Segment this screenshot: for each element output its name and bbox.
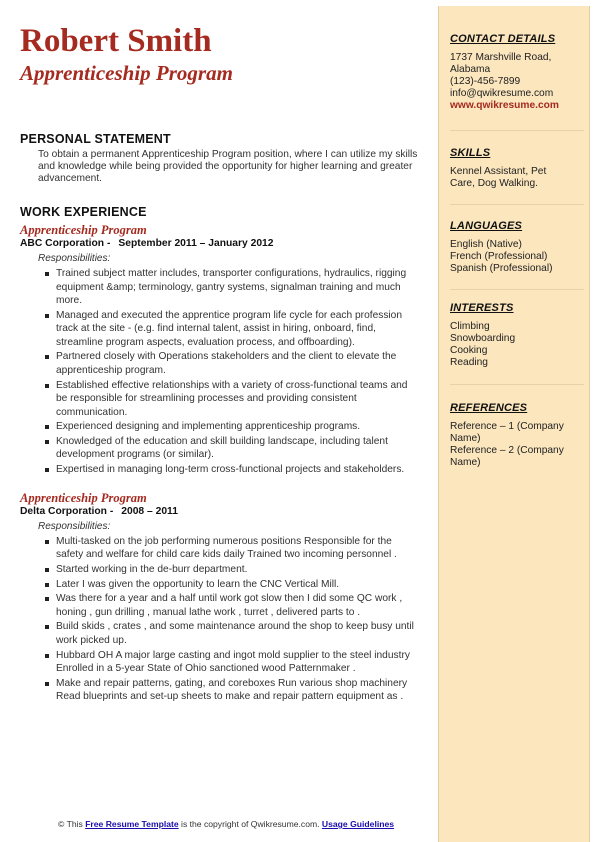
- interest-item: Snowboarding: [450, 333, 516, 344]
- interests-section: [450, 302, 584, 369]
- list-item: Knowledged of the education and skill building landscape, including talent development programs (or similar).: [56, 435, 420, 462]
- candidate-role: Apprenticeship Program: [20, 61, 233, 85]
- contact-section: [450, 33, 584, 112]
- personal-statement-text: To obtain a permanent Apprenticeship Program position, where I can utilize my skills and knowledge while being provided the opportunity for higher learning and greater advancement.: [38, 149, 418, 185]
- job-company-line: [20, 237, 420, 250]
- skills-section: [450, 147, 584, 190]
- reference-line: Name): [450, 457, 481, 468]
- references-section: [450, 402, 584, 469]
- contact-email: info@qwikresume.com: [450, 88, 554, 99]
- job-entry: [20, 491, 420, 704]
- interest-item: Reading: [450, 357, 488, 368]
- list-item: Started working in the de-burr department.: [56, 563, 420, 577]
- languages-section: [450, 220, 584, 275]
- job-title: Apprenticeship Program: [20, 490, 147, 505]
- contact-address-line: 1737 Marshville Road,: [450, 52, 552, 63]
- job-entry: [20, 223, 420, 477]
- footer-middle: is the copyright of Qwikresume.com.: [178, 819, 322, 829]
- skills-heading: SKILLS: [450, 147, 491, 159]
- list-item: Was there for a year and a half until work got slow then I did some QC work , honing , gun drilling , manual lathe work , turret , delivered parts to .: [56, 592, 420, 619]
- skills-line: Care, Dog Walking.: [450, 178, 538, 189]
- usage-guidelines-link[interactable]: Usage Guidelines: [321, 819, 395, 829]
- personal-statement-section: [20, 132, 420, 186]
- references-heading: REFERENCES: [450, 402, 528, 414]
- responsibilities-list: [20, 535, 420, 704]
- job-company-line: [20, 505, 420, 518]
- job-dates: September 2011 – January 2012: [118, 238, 274, 249]
- job-dates: 2008 – 2011: [121, 505, 178, 517]
- list-item: Experienced designing and implementing apprenticeship programs.: [56, 420, 420, 434]
- sidebar: [438, 6, 590, 842]
- list-item: Established effective relationships with a variety of cross-functional teams and be responsible for streamlining processes and providing consistent communication.: [56, 379, 420, 420]
- reference-line: Reference – 2 (Company: [450, 445, 564, 456]
- contact-address-line: Alabama: [450, 64, 491, 75]
- personal-statement-heading: PERSONAL STATEMENT: [20, 132, 171, 146]
- reference-line: Reference – 1 (Company: [450, 421, 564, 432]
- list-item: Trained subject matter includes, transporter configurations, hydraulics, rigging equipment &amp; terminology, gantry systems, signalman training and much more.: [56, 267, 420, 308]
- list-item: Managed and executed the apprentice program life cycle for each profession track at the site - (e.g. find internal talent, assist in hiring, onboard, find, streamline program aspects, evaluation process, and offboarding).: [56, 309, 420, 350]
- main-column: [20, 22, 420, 703]
- interests-heading: INTERESTS: [450, 302, 514, 314]
- list-item: Build skids , crates , and some maintenance around the shop to keep busy until work picked up.: [56, 620, 420, 647]
- language-item: Spanish (Professional): [450, 263, 553, 274]
- list-item: Partnered closely with Operations stakeholders and the client to elevate the apprenticeship program.: [56, 350, 420, 377]
- list-item: Make and repair patterns, gating, and coreboxes Run various shop machinery Read blueprints and set-up sheets to make and repair pattern equipment as .: [56, 677, 420, 704]
- job-company: Delta Corporation -: [20, 505, 114, 517]
- contact-website-link[interactable]: www.qwikresume.com: [450, 100, 559, 111]
- languages-heading: LANGUAGES: [450, 220, 523, 232]
- list-item: Expertised in managing long-term cross-functional projects and stakeholders.: [56, 463, 420, 477]
- responsibilities-label: Responsibilities:: [38, 253, 111, 264]
- reference-line: Name): [450, 433, 481, 444]
- list-item: Later I was given the opportunity to learn the CNC Vertical Mill.: [56, 578, 420, 592]
- responsibilities-label: Responsibilities:: [38, 520, 111, 532]
- sidebar-divider: [450, 384, 584, 385]
- language-item: French (Professional): [450, 251, 548, 262]
- job-title: Apprenticeship Program: [20, 223, 147, 237]
- copyright-footer: [58, 819, 394, 829]
- sidebar-divider: [450, 130, 584, 131]
- work-experience-section: [20, 205, 420, 705]
- free-resume-template-link[interactable]: Free Resume Template: [85, 819, 179, 829]
- language-item: English (Native): [450, 239, 522, 250]
- candidate-name: Robert Smith: [20, 23, 212, 59]
- interest-item: Cooking: [450, 345, 488, 356]
- list-item: Hubbard OH A major large casting and ingot mold supplier to the steel industry Enrolled in a 5-year State of Ohio sanctioned wood Patternmaker .: [56, 649, 420, 676]
- skills-line: Kennel Assistant, Pet: [450, 166, 547, 177]
- work-experience-heading: WORK EXPERIENCE: [20, 205, 147, 219]
- responsibilities-list: [20, 267, 420, 477]
- contact-heading: CONTACT DETAILS: [450, 33, 556, 45]
- contact-phone: (123)-456-7899: [450, 76, 521, 87]
- job-company: ABC Corporation -: [20, 238, 111, 249]
- sidebar-divider: [450, 204, 584, 205]
- interest-item: Climbing: [450, 321, 490, 332]
- sidebar-divider: [450, 289, 584, 290]
- footer-prefix: © This: [58, 819, 86, 829]
- list-item: Multi-tasked on the job performing numerous positions Responsible for the safety and welfare for child care kids daily Trained two incoming personnel .: [56, 535, 420, 562]
